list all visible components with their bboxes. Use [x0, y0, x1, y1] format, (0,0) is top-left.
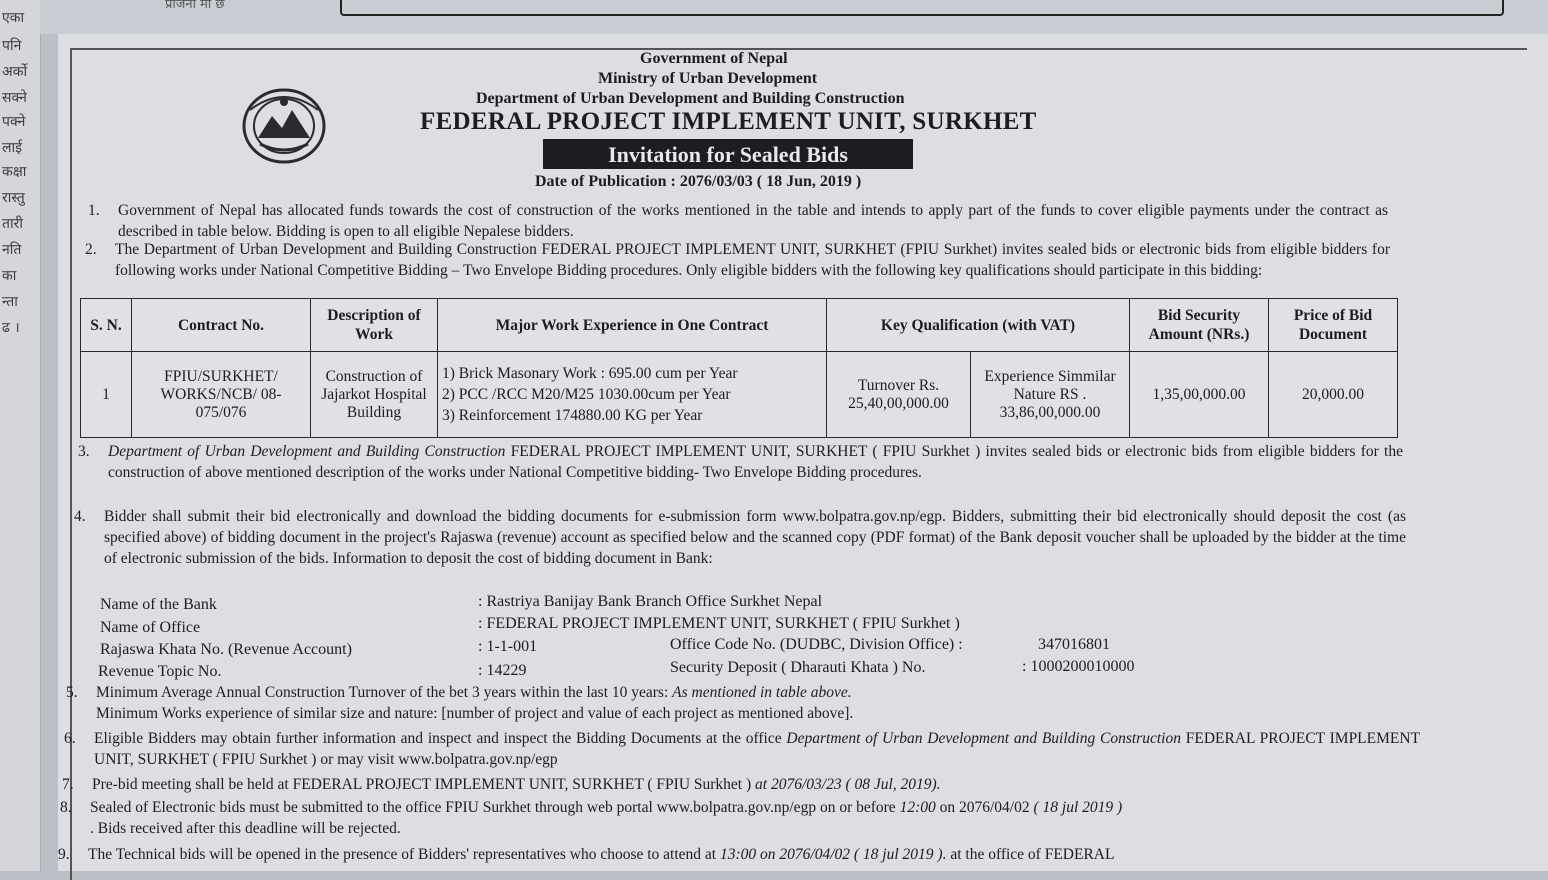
paragraph-text-rest: FEDERAL PROJECT IMPLEMENT UNIT, SURKHET ( FPIU Surkhet ) or may visit www.bolpatra.gov.np/egp [94, 730, 1421, 768]
khata-value: : 1-1-001 [478, 638, 538, 655]
cell-contract: FPIU/SURKHET/ WORKS/NCB/ 08-075/076 [132, 352, 311, 438]
side-word: एका [2, 10, 25, 26]
side-word: लाई [2, 140, 22, 156]
paragraph-number: 9. [58, 846, 70, 863]
paragraph-number: 4. [74, 508, 86, 525]
submission-text: Sealed of Electronic bids must be submitted to the office FPIU Surkhet through web portal www.bolpatra.gov.np/egp on or before [90, 799, 896, 816]
col-description: Description of Work [311, 299, 438, 352]
deadline-note: . Bids received after this deadline will be rejected. [90, 820, 401, 837]
paragraph-number: 3. [78, 443, 90, 460]
opening-text: The Technical bids will be opened in the presence of Bidders' representatives who choose to attend at [88, 846, 717, 863]
department-name: Department of Urban Development and Building Construction [108, 443, 506, 460]
bank-name-label: Name of the Bank [100, 596, 217, 613]
side-word: पक्ने [2, 114, 26, 130]
office-name-label: Name of Office [100, 619, 201, 636]
table-row [81, 352, 1398, 438]
paragraph-number: 5. [66, 684, 78, 701]
submission-date: on 2076/04/02 [939, 799, 1030, 816]
revenue-topic-value: : 14229 [478, 662, 527, 679]
paragraph-text-start: Eligible Bidders may obtain further information and inspect and inspect the Bidding Documents at the office [94, 730, 782, 747]
cell-sn: 1 [81, 352, 132, 438]
turnover-note: As mentioned in table above. [672, 684, 852, 701]
paragraph-text-rest: FEDERAL PROJECT IMPLEMENT UNIT, SURKHET ( FPIU Surkhet ) invites sealed bids or electronic bids from eligible bidders for the construction of above mentioned description of the works under National Competitive bidding- Two Envelope Bidding procedures. [108, 443, 1403, 481]
col-qualification: Key Qualification (with VAT) [827, 299, 1130, 352]
side-word: ढ । [2, 320, 20, 336]
paragraph-text [90, 797, 1428, 839]
cell-experience [438, 352, 827, 438]
office-name-value: : FEDERAL PROJECT IMPLEMENT UNIT, SURKHET ( FPIU Surkhet ) [478, 615, 960, 632]
header-government: Government of Nepal [640, 50, 788, 67]
paragraph-text: Government of Nepal has allocated funds towards the cost of construction of the works mentioned in the table and intends to apply part of the funds to cover eligible payments under the contract as described in table below. Bidding is open to all eligible Nepalese bidders. [118, 202, 1388, 240]
side-word: तारी [2, 216, 23, 232]
paragraph-number: 7. [62, 776, 74, 793]
turnover-requirement: Minimum Average Annual Construction Turnover of the bet 3 years within the last 10 years: [96, 684, 669, 701]
side-word: का [2, 268, 17, 284]
header-unit: FEDERAL PROJECT IMPLEMENT UNIT, SURKHET [420, 108, 1037, 135]
submission-date-ad: ( 18 jul 2019 ) [1033, 799, 1123, 816]
side-word: नति [2, 242, 22, 258]
paragraph-text [108, 441, 1403, 483]
previous-ad-border [340, 0, 1504, 16]
office-code-label: Office Code No. (DUDBC, Division Office) : [670, 636, 963, 653]
paragraph-text [88, 844, 1430, 865]
prebid-text: Pre-bid meeting shall be held at FEDERAL PROJECT IMPLEMENT UNIT, SURKHET ( FPIU Surkhet ) [92, 776, 752, 793]
side-word: सक्ने [2, 90, 27, 106]
opening-place: at the office of FEDERAL [950, 846, 1115, 863]
paragraph-number: 2. [85, 241, 97, 258]
table-header-row [81, 299, 1398, 352]
security-deposit-label: Security Deposit ( Dharauti Khata ) No. [670, 659, 926, 676]
adjacent-column [0, 0, 41, 871]
nepal-emblem-icon [240, 80, 328, 168]
work-item: 3) Reinforcement 174880.00 KG per Year [442, 407, 703, 425]
prebid-date: at 2076/03/23 ( 08 Jul, 2019). [755, 776, 941, 793]
header-ministry: Ministry of Urban Development [598, 70, 818, 87]
work-item: 1) Brick Masonary Work : 695.00 cum per Year [442, 365, 738, 383]
col-experience: Major Work Experience in One Contract [438, 299, 827, 352]
header-department: Department of Urban Development and Building Construction [476, 90, 905, 107]
paragraph-number: 1. [88, 202, 100, 219]
paragraph-text: Bidder shall submit their bid electronically and download the bidding documents for e-submission form www.bolpatra.gov.np/egp. Bidders, submitting their bid electronically should deposit the cost (as specified above) of bidding document in the project's Rajaswa (revenue) account as specified below and the scanned copy (PDF format) of the Bank deposit voucher shall be uploaded by the bidder at the time of electronic submission of the bids. Information to deposit the cost of bidding document in Bank: [104, 508, 1406, 567]
paragraph-text: The Department of Urban Development and Building Construction FEDERAL PROJECT IMPLEMENT UNIT, SURKHET (FPIU Surkhet) invites sealed bids or electronic bids from eligible bidders for following works under National Competitive Bidding – Two Envelope Bidding procedures. Only eligible bidders with the following key qualifications should participate in this bidding: [115, 241, 1390, 279]
khata-label: Rajaswa Khata No. (Revenue Account) [100, 641, 352, 658]
cell-price: 20,000.00 [1269, 352, 1398, 438]
notice-title-banner: Invitation for Sealed Bids [543, 139, 913, 169]
submission-time: 12:00 [899, 799, 936, 816]
opening-time: 13:00 on 2076/04/02 ( 18 jul 2019 ). [719, 846, 947, 863]
office-code-value: 347016801 [1038, 636, 1110, 653]
experience-requirement: Minimum Works experience of similar size and nature: [number of project and value of each project as mentioned above]. [96, 705, 854, 722]
side-word: न्ता [2, 294, 18, 310]
col-price: Price of Bid Document [1269, 299, 1398, 352]
paragraph-text [92, 774, 1422, 795]
top-fragment: प्राजना मा छ [165, 0, 225, 12]
side-word: रास्तु [2, 190, 25, 206]
revenue-topic-label: Revenue Topic No. [98, 663, 222, 680]
paragraph-number: 8. [60, 799, 72, 816]
col-security: Bid Security Amount (NRs.) [1130, 299, 1269, 352]
side-word: कक्षा [2, 164, 27, 180]
cell-security: 1,35,00,000.00 [1130, 352, 1269, 438]
bank-name-value: : Rastriya Banijay Bank Branch Office Surkhet Nepal [478, 593, 823, 610]
col-contract: Contract No. [132, 299, 311, 352]
security-deposit-value: : 1000200010000 [1022, 658, 1135, 675]
side-word: अर्को [2, 64, 28, 80]
paragraph-number: 6. [64, 730, 76, 747]
department-name: Department of Urban Development and Building Construction [786, 730, 1181, 747]
paragraph-text [96, 682, 1406, 724]
paragraph-text [94, 728, 1420, 770]
works-table [80, 298, 1398, 438]
cell-similar-experience: Experience Simmilar Nature RS . 33,86,00,000.00 [971, 352, 1130, 438]
col-sn: S. N. [81, 299, 132, 352]
publication-date: Date of Publication : 2076/03/03 ( 18 Jun, 2019 ) [535, 173, 862, 190]
work-item: 2) PCC /RCC M20/M25 1030.00cum per Year [442, 386, 731, 404]
cell-turnover: Turnover Rs. 25,40,00,000.00 [827, 352, 971, 438]
side-word: पनि [2, 38, 22, 54]
cell-description: Construction of Jajarkot Hospital Building [311, 352, 438, 438]
